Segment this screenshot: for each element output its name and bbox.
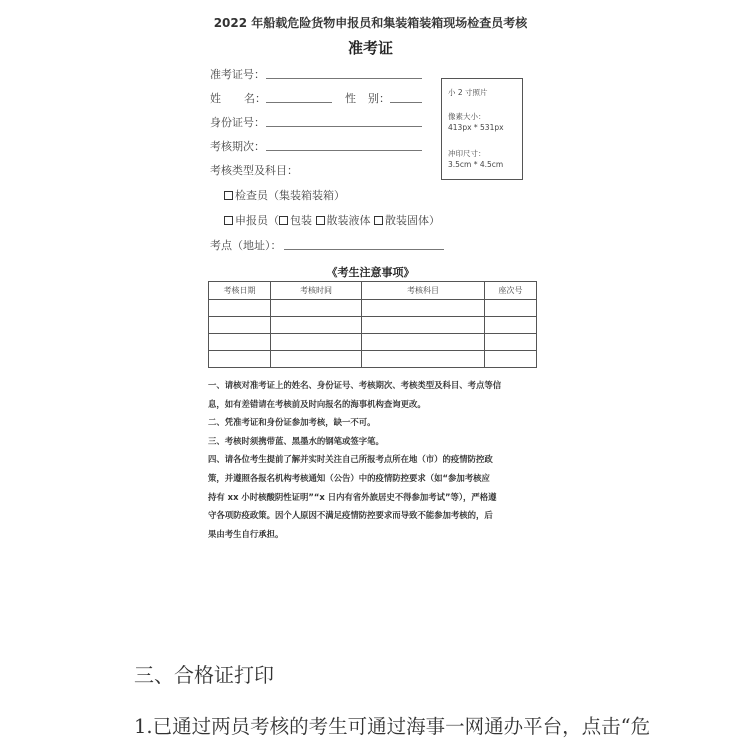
bulk-liquid-checkbox[interactable]	[316, 216, 325, 225]
header-exam-subject: 考核科目	[362, 282, 485, 300]
notice-line: 一、请核对准考证上的姓名、身份证号、考核期次、考核类型及科目、考点等信	[208, 380, 502, 390]
session-label: 考核期次：	[210, 140, 265, 153]
table-cell	[485, 334, 537, 351]
table-cell	[485, 300, 537, 317]
section-heading: 三、合格证打印	[134, 663, 274, 687]
notice-line: 息，如有差错请在考核前及时向报名的海事机构查询更改。	[208, 398, 426, 409]
exam-schedule-table	[208, 281, 537, 368]
photo-print-value: 3.5cm * 4.5cm	[448, 160, 504, 169]
table-header-row	[209, 282, 537, 300]
photo-pixel-label: 像素大小：	[448, 112, 486, 121]
table-cell	[271, 351, 362, 368]
header-seat-number: 座次号	[485, 282, 537, 300]
table-cell	[271, 300, 362, 317]
table-cell	[485, 351, 537, 368]
notice-title: 《考生注意事项》	[326, 266, 415, 279]
section-body-line: 1.已通过两员考核的考生可通过海事一网通办平台，点击“危	[134, 715, 651, 738]
ticket-number-label: 准考证号：	[210, 68, 265, 81]
id-number-line	[266, 126, 422, 127]
inspector-checkbox[interactable]	[224, 191, 233, 200]
table-row	[209, 317, 537, 334]
package-option-label: 包装	[290, 214, 312, 227]
notice-text	[208, 376, 544, 543]
admission-ticket-heading: 准考证	[347, 39, 393, 57]
name-label-char2: 名：	[244, 92, 266, 105]
bulk-solid-option-label: 散装固体）	[385, 214, 440, 227]
photo-print-label: 冲印尺寸：	[448, 149, 486, 158]
header-exam-date: 考核日期	[209, 282, 271, 300]
table-cell	[271, 317, 362, 334]
photo-size-text: 小 2 寸照片	[448, 88, 488, 97]
notice-line: 果由考生自行承担。	[208, 528, 284, 539]
table-cell	[362, 351, 485, 368]
table-cell	[209, 351, 271, 368]
location-label: 考点（地址）：	[210, 239, 282, 252]
name-label-char1: 姓	[210, 92, 221, 105]
table-cell	[271, 334, 362, 351]
option-declarant	[224, 212, 440, 228]
notice-line: 二、凭准考证和身份证参加考核，缺一不可。	[208, 417, 376, 428]
notice-line: 持有 xx 小时核酸阴性证明”“x 日内有省外旅居史不得参加考试”等），严格遵	[208, 491, 497, 502]
ticket-number-line	[266, 78, 422, 79]
option-inspector	[224, 187, 345, 203]
name-line	[266, 102, 332, 103]
table-cell	[209, 317, 271, 334]
declarant-checkbox[interactable]	[224, 216, 233, 225]
photo-box	[441, 78, 523, 180]
table-cell	[362, 334, 485, 351]
gender-line	[390, 102, 422, 103]
location-line	[284, 249, 444, 250]
exam-type-label: 考核类型及科目：	[210, 164, 298, 177]
session-line	[266, 150, 422, 151]
table-row	[209, 300, 537, 317]
inspector-option-label: 检查员（集装箱装箱）	[235, 189, 345, 202]
table-cell	[485, 317, 537, 334]
photo-pixel-value: 413px * 531px	[448, 123, 504, 132]
package-checkbox[interactable]	[279, 216, 288, 225]
table-row	[209, 351, 537, 368]
bulk-liquid-option-label: 散装液体	[326, 214, 371, 227]
table-cell	[209, 334, 271, 351]
bulk-solid-checkbox[interactable]	[374, 216, 383, 225]
table-row	[209, 334, 537, 351]
id-number-label: 身份证号：	[210, 116, 265, 129]
table-cell	[362, 317, 485, 334]
notice-line: 策，并遵照各报名机构考核通知（公告）中的疫情防控要求（如“参加考核应	[208, 472, 490, 483]
gender-label-char2: 别：	[368, 92, 390, 105]
notice-line: 四、请各位考生提前了解并实时关注自己所报考点所在地（市）的疫情防控政	[208, 454, 493, 465]
gender-label-char1: 性	[345, 92, 356, 105]
table-cell	[209, 300, 271, 317]
notice-line: 守各项防疫政策。因个人原因不满足疫情防控要求而导致不能参加考核的，后	[208, 510, 493, 521]
notice-line: 三、考核时须携带蓝、黑墨水的钢笔或签字笔。	[208, 435, 384, 446]
table-cell	[362, 300, 485, 317]
declarant-option-label: 申报员（	[235, 214, 279, 227]
header-exam-time: 考核时间	[271, 282, 362, 300]
document-title: 2022 年船载危险货物申报员和集装箱装箱现场检查员考核	[213, 16, 528, 30]
